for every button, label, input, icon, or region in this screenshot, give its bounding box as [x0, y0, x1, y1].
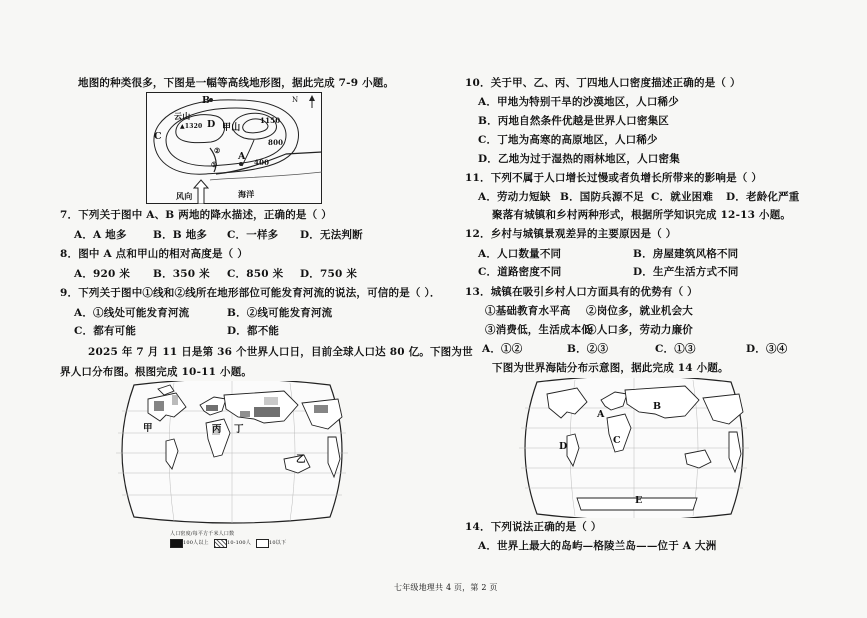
ocean-label-D: D [559, 441, 568, 452]
label-jia: 甲 [143, 423, 153, 434]
intro-10-11-line1: 2025 年 7 月 11 日是第 36 个世界人口日，目前全球人口达 80 亿。下图为世 [88, 346, 473, 358]
contour-map [146, 92, 322, 204]
q7-option-a: A．A 地多 [74, 229, 127, 241]
label-800: 800 [268, 138, 284, 147]
q11-stem: 11．下列不属于人口增长过慢或者负增长所带来的影响是（ ） [465, 172, 763, 184]
q13-item-4: ④人口多，劳动力廉价 [586, 324, 693, 336]
q10-option-b: B．丙地自然条件优越是世界人口密集区 [478, 115, 669, 127]
label-circle-1: ① [211, 160, 218, 169]
label-ding: 丁 [234, 424, 244, 435]
north-arrow-label: N [292, 96, 299, 104]
legend-swatch-sparse [256, 539, 269, 548]
q11-option-d: D．老龄化严重 [726, 191, 800, 203]
q7-option-c: C．一样多 [227, 229, 279, 241]
q11-option-a: A．劳动力短缺 [478, 191, 551, 203]
q8-option-a: A．920 米 [74, 268, 131, 280]
label-D: D [207, 119, 216, 130]
ocean-label-C: C [613, 435, 621, 446]
q9-stem: 9．下列关于图中①线和②线所在地形部位可能发育河流的说法，可信的是（ ）． [60, 287, 441, 299]
label-sea: 海洋 [238, 189, 255, 199]
q8-option-d: D．750 米 [300, 268, 358, 280]
intro-10-11-line2: 界人口分布图。根图完成 10-11 小题。 [60, 366, 253, 378]
population-map-svg [114, 381, 350, 531]
intro-12-13: 聚落有城镇和乡村两种形式，根据所学知识完成 12-13 小题。 [492, 209, 792, 221]
label-C: C [154, 131, 162, 142]
q12-option-b: B．房屋建筑风格不同 [633, 248, 739, 260]
ocean-land-map [517, 378, 751, 518]
legend-swatch-medium [214, 539, 227, 548]
q9-option-b: B．②线可能发育河流 [227, 307, 333, 319]
q11-option-c: C．就业困难 [651, 191, 714, 203]
q9-option-c: C．都有可能 [74, 325, 137, 337]
q9-option-a: A．①线处可能发育河流 [74, 307, 190, 319]
legend-title: 人口密度/每平方千米人口数 [170, 531, 235, 537]
label-yunshan: 云山 [174, 111, 191, 121]
q8-option-b: B．350 米 [153, 268, 210, 280]
label-400: 400 [254, 158, 270, 167]
q8-stem: 8．图中 A 点和甲山的相对高度是（ ） [60, 248, 248, 260]
label-bing: 丙 [212, 424, 222, 435]
q12-stem: 12．乡村与城镇景观差异的主要原因是（ ） [465, 228, 677, 240]
legend-swatch-dense [170, 539, 183, 548]
q13-option-c: C．①③ [655, 343, 696, 355]
label-yi: 乙 [296, 454, 306, 465]
page-footer: 七年级地理共 4 页，第 2 页 [394, 583, 498, 592]
label-1150: 1150 [260, 116, 281, 125]
label-wind: 风向 [176, 191, 193, 201]
q12-option-c: C．道路密度不同 [478, 266, 562, 278]
q7-option-d: D．无法判断 [300, 229, 363, 241]
q7-option-b: B．B 地多 [153, 229, 208, 241]
q10-stem: 10．关于甲、乙、丙、丁四地人口密度描述正确的是（ ） [465, 77, 741, 89]
q13-item-1: ①基础教育水平高 [485, 305, 571, 317]
intro-7-9: 地图的种类很多，下图是一幅等高线地形图，据此完成 7-9 小题。 [78, 77, 395, 89]
label-jiashan: 甲山 [222, 123, 241, 133]
population-map [114, 381, 350, 531]
legend-label-medium: 10-100人 [227, 540, 251, 546]
q13-stem: 13．城镇在吸引乡村人口方面具有的优势有（ ） [465, 286, 698, 298]
q10-option-d: D．乙地为过于湿热的雨林地区，人口密集 [478, 153, 680, 165]
ocean-label-B: B [653, 401, 662, 412]
q9-option-d: D．都不能 [227, 325, 280, 337]
q13-option-b: B．②③ [567, 343, 609, 355]
q11-option-b: B．国防兵源不足 [560, 191, 644, 203]
ocean-label-A: A [597, 409, 605, 420]
q12-option-a: A．人口数量不同 [478, 248, 562, 260]
q13-option-a: A．①② [482, 343, 523, 355]
label-A: A [238, 151, 246, 162]
contour-map-svg [146, 92, 322, 204]
population-legend [170, 538, 330, 548]
q14-option-a: A．世界上最大的岛屿—格陵兰岛——位于 A 大洲 [478, 540, 717, 552]
q12-option-d: D．生产生活方式不同 [633, 266, 739, 278]
q13-option-d: D．③④ [746, 343, 788, 355]
legend-label-sparse: 10以下 [269, 540, 287, 546]
q8-option-c: C．850 米 [227, 268, 284, 280]
legend-label-dense: 100人以上 [183, 540, 209, 546]
q7-stem: 7．下列关于图中 A、B 两地的降水描述，正确的是（ ） [60, 209, 332, 221]
label-yunshan-elev: ▲1320 [180, 123, 203, 130]
q13-item-2: ②岗位多，就业机会大 [586, 305, 693, 317]
label-circle-2: ② [214, 146, 221, 155]
q13-item-3: ③消费低，生活成本低 [485, 324, 592, 336]
intro-14: 下图为世界海陆分布示意图，据此完成 14 小题。 [492, 362, 729, 374]
label-B: B [202, 95, 211, 106]
ocean-land-map-svg [517, 378, 751, 518]
q10-option-a: A．甲地为特别干旱的沙漠地区，人口稀少 [478, 96, 679, 108]
q14-stem: 14．下列说法正确的是（ ） [465, 521, 602, 533]
ocean-label-E: E [635, 495, 643, 506]
q10-option-c: C．丁地为高寒的高原地区，人口稀少 [478, 134, 658, 146]
